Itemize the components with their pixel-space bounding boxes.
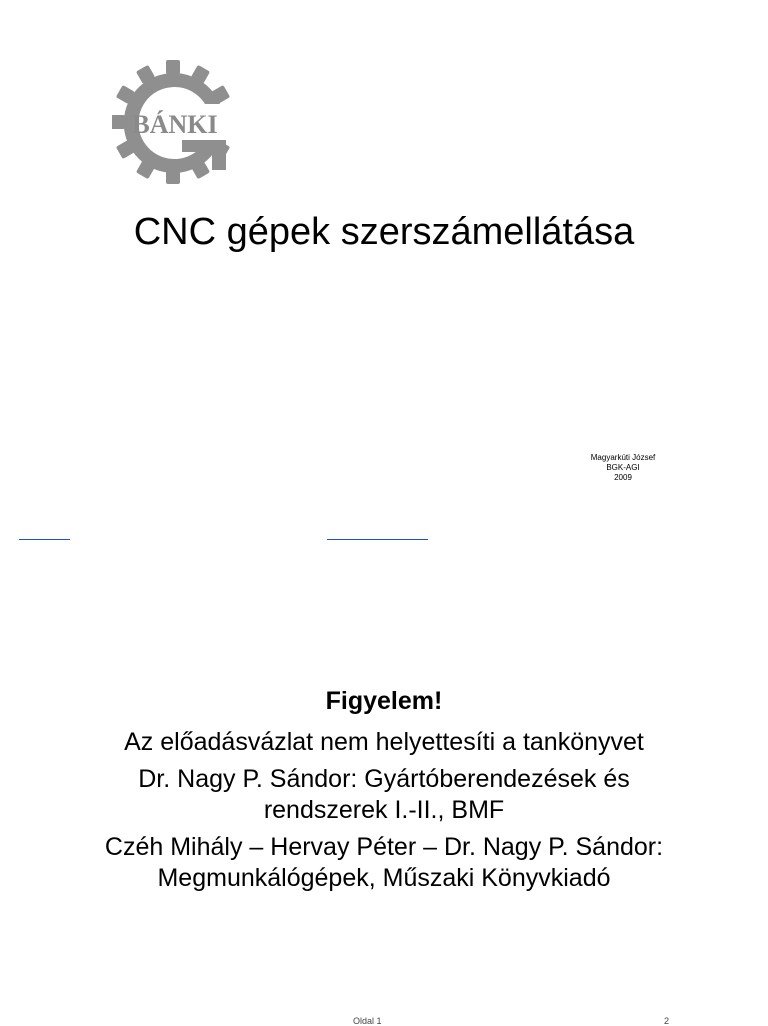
page-footer-label: Oldal 1 xyxy=(353,1016,382,1026)
document-title: CNC gépek szerszámellátása xyxy=(133,211,635,253)
author-name: Magyarkúti József xyxy=(590,453,656,462)
author-block xyxy=(572,453,674,483)
author-department: BGK-AGI xyxy=(606,463,640,472)
banki-logo xyxy=(112,58,234,186)
notice-heading: Figyelem! xyxy=(325,687,443,715)
notice-line: Dr. Nagy P. Sándor: Gyártóberendezések és rendszerek I.-II., BMF xyxy=(138,765,630,824)
logo-wordmark: BÁNKI xyxy=(132,110,218,139)
hyperlink-underline[interactable] xyxy=(19,539,70,540)
page-number: 2 xyxy=(664,1016,670,1026)
hyperlink-underline[interactable] xyxy=(327,539,428,540)
notice-line: Az előadásvázlat nem helyettesíti a tankönyvet xyxy=(124,728,644,756)
notice-block xyxy=(96,686,672,900)
author-year: 2009 xyxy=(614,473,632,482)
notice-line: Czéh Mihály – Hervay Péter – Dr. Nagy P. Sándor: Megmunkálógépek, Műszaki Könyvkiadó xyxy=(104,833,664,892)
